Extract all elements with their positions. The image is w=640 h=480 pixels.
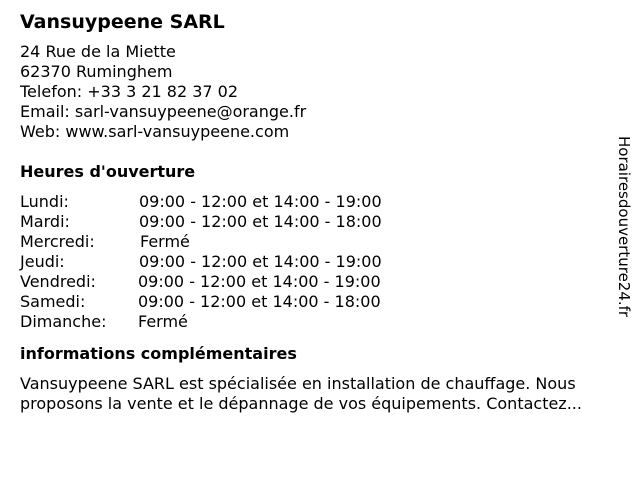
business-name: Vansuypeene SARL [20,11,225,33]
day-label: Jeudi: [20,252,65,271]
hours-row-sunday [20,312,620,332]
opening-hours-table [20,192,620,332]
site-watermark: Horairesdouverture24.fr [615,136,633,318]
day-hours: 09:00 - 12:00 et 14:00 - 19:00 [138,272,381,291]
business-listing [20,10,620,414]
day-label: Mercredi: [20,232,95,251]
day-hours: Fermé [138,312,188,331]
day-hours: 09:00 - 12:00 et 14:00 - 18:00 [138,292,381,311]
address-city: 62370 Ruminghem [20,62,173,81]
contact-block [20,42,620,142]
phone-number: Telefon: +33 3 21 82 37 02 [20,82,239,101]
info-heading: informations complémentaires [20,344,297,363]
hours-row-thursday [20,252,620,272]
day-label: Dimanche: [20,312,107,331]
day-label: Lundi: [20,192,69,211]
info-line: proposons la vente et le dépannage de vos équipements. Contactez... [20,394,582,413]
hours-row-wednesday [20,232,620,252]
address-street: 24 Rue de la Miette [20,42,176,61]
day-hours: 09:00 - 12:00 et 14:00 - 19:00 [139,192,382,211]
hours-heading: Heures d'ouverture [20,162,196,181]
info-description [20,374,632,414]
email-address: Email: sarl-vansuypeene@orange.fr [20,102,307,121]
day-label: Samedi: [20,292,86,311]
day-label: Mardi: [20,212,70,231]
hours-row-tuesday [20,212,620,232]
hours-row-saturday [20,292,620,312]
hours-row-friday [20,272,620,292]
website: Web: www.sarl-vansuypeene.com [20,122,290,141]
info-line: Vansuypeene SARL est spécialisée en installation de chauffage. Nous [20,374,576,393]
day-hours: Fermé [140,232,190,251]
day-label: Vendredi: [20,272,96,291]
day-hours: 09:00 - 12:00 et 14:00 - 18:00 [139,212,382,231]
day-hours: 09:00 - 12:00 et 14:00 - 19:00 [139,252,382,271]
hours-row-monday [20,192,620,212]
